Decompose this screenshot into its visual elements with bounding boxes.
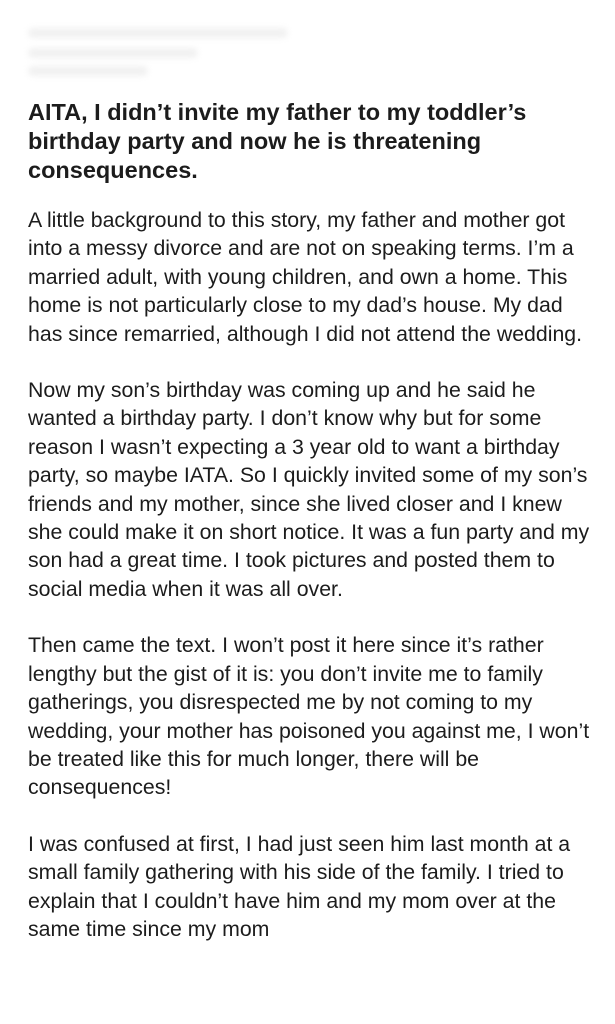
post-body — [28, 206, 593, 971]
blurred-header-line — [28, 28, 288, 38]
post-paragraph: I was confused at first, I had just seen him last month at a small family gathering with his side of the family. I tried to explain that I couldn’t have him and my mom over at the same time since my mom — [28, 831, 571, 941]
post-paragraph: Now my son’s birthday was coming up and he said he wanted a birthday party. I don’t know why but for some reason I wasn’t expecting a 3 year old to want a birthday party, so maybe IATA. So I quickly invited some of my son’s friends and my mother, since she lived closer and I knew she could make it on short notice. It was a fun party and my son had a great time. I took pictures and posted them to social media when it was all over. — [28, 378, 590, 601]
faded-header-area — [0, 0, 615, 90]
blurred-header-line — [28, 48, 198, 58]
blurred-header-line — [28, 66, 148, 76]
post-title: AITA, I didn’t invite my father to my toddler’s birthday party and now he is threatening consequences. — [28, 99, 527, 183]
post-paragraph: A little background to this story, my father and mother got into a messy divorce and are not on speaking terms. I’m a married adult, with young children, and own a home. This home is not particularly close to my dad’s house. My dad has since remarried, although I did not attend the wedding. — [28, 208, 583, 346]
post-paragraph: Then came the text. I won’t post it here since it’s rather lengthy but the gist of it is: you don’t invite me to family gatherings, you disrespected me by not coming to my wedding, your mother has poisoned you against me, I won’t be treated like this for much longer, there will be consequences! — [28, 633, 590, 800]
